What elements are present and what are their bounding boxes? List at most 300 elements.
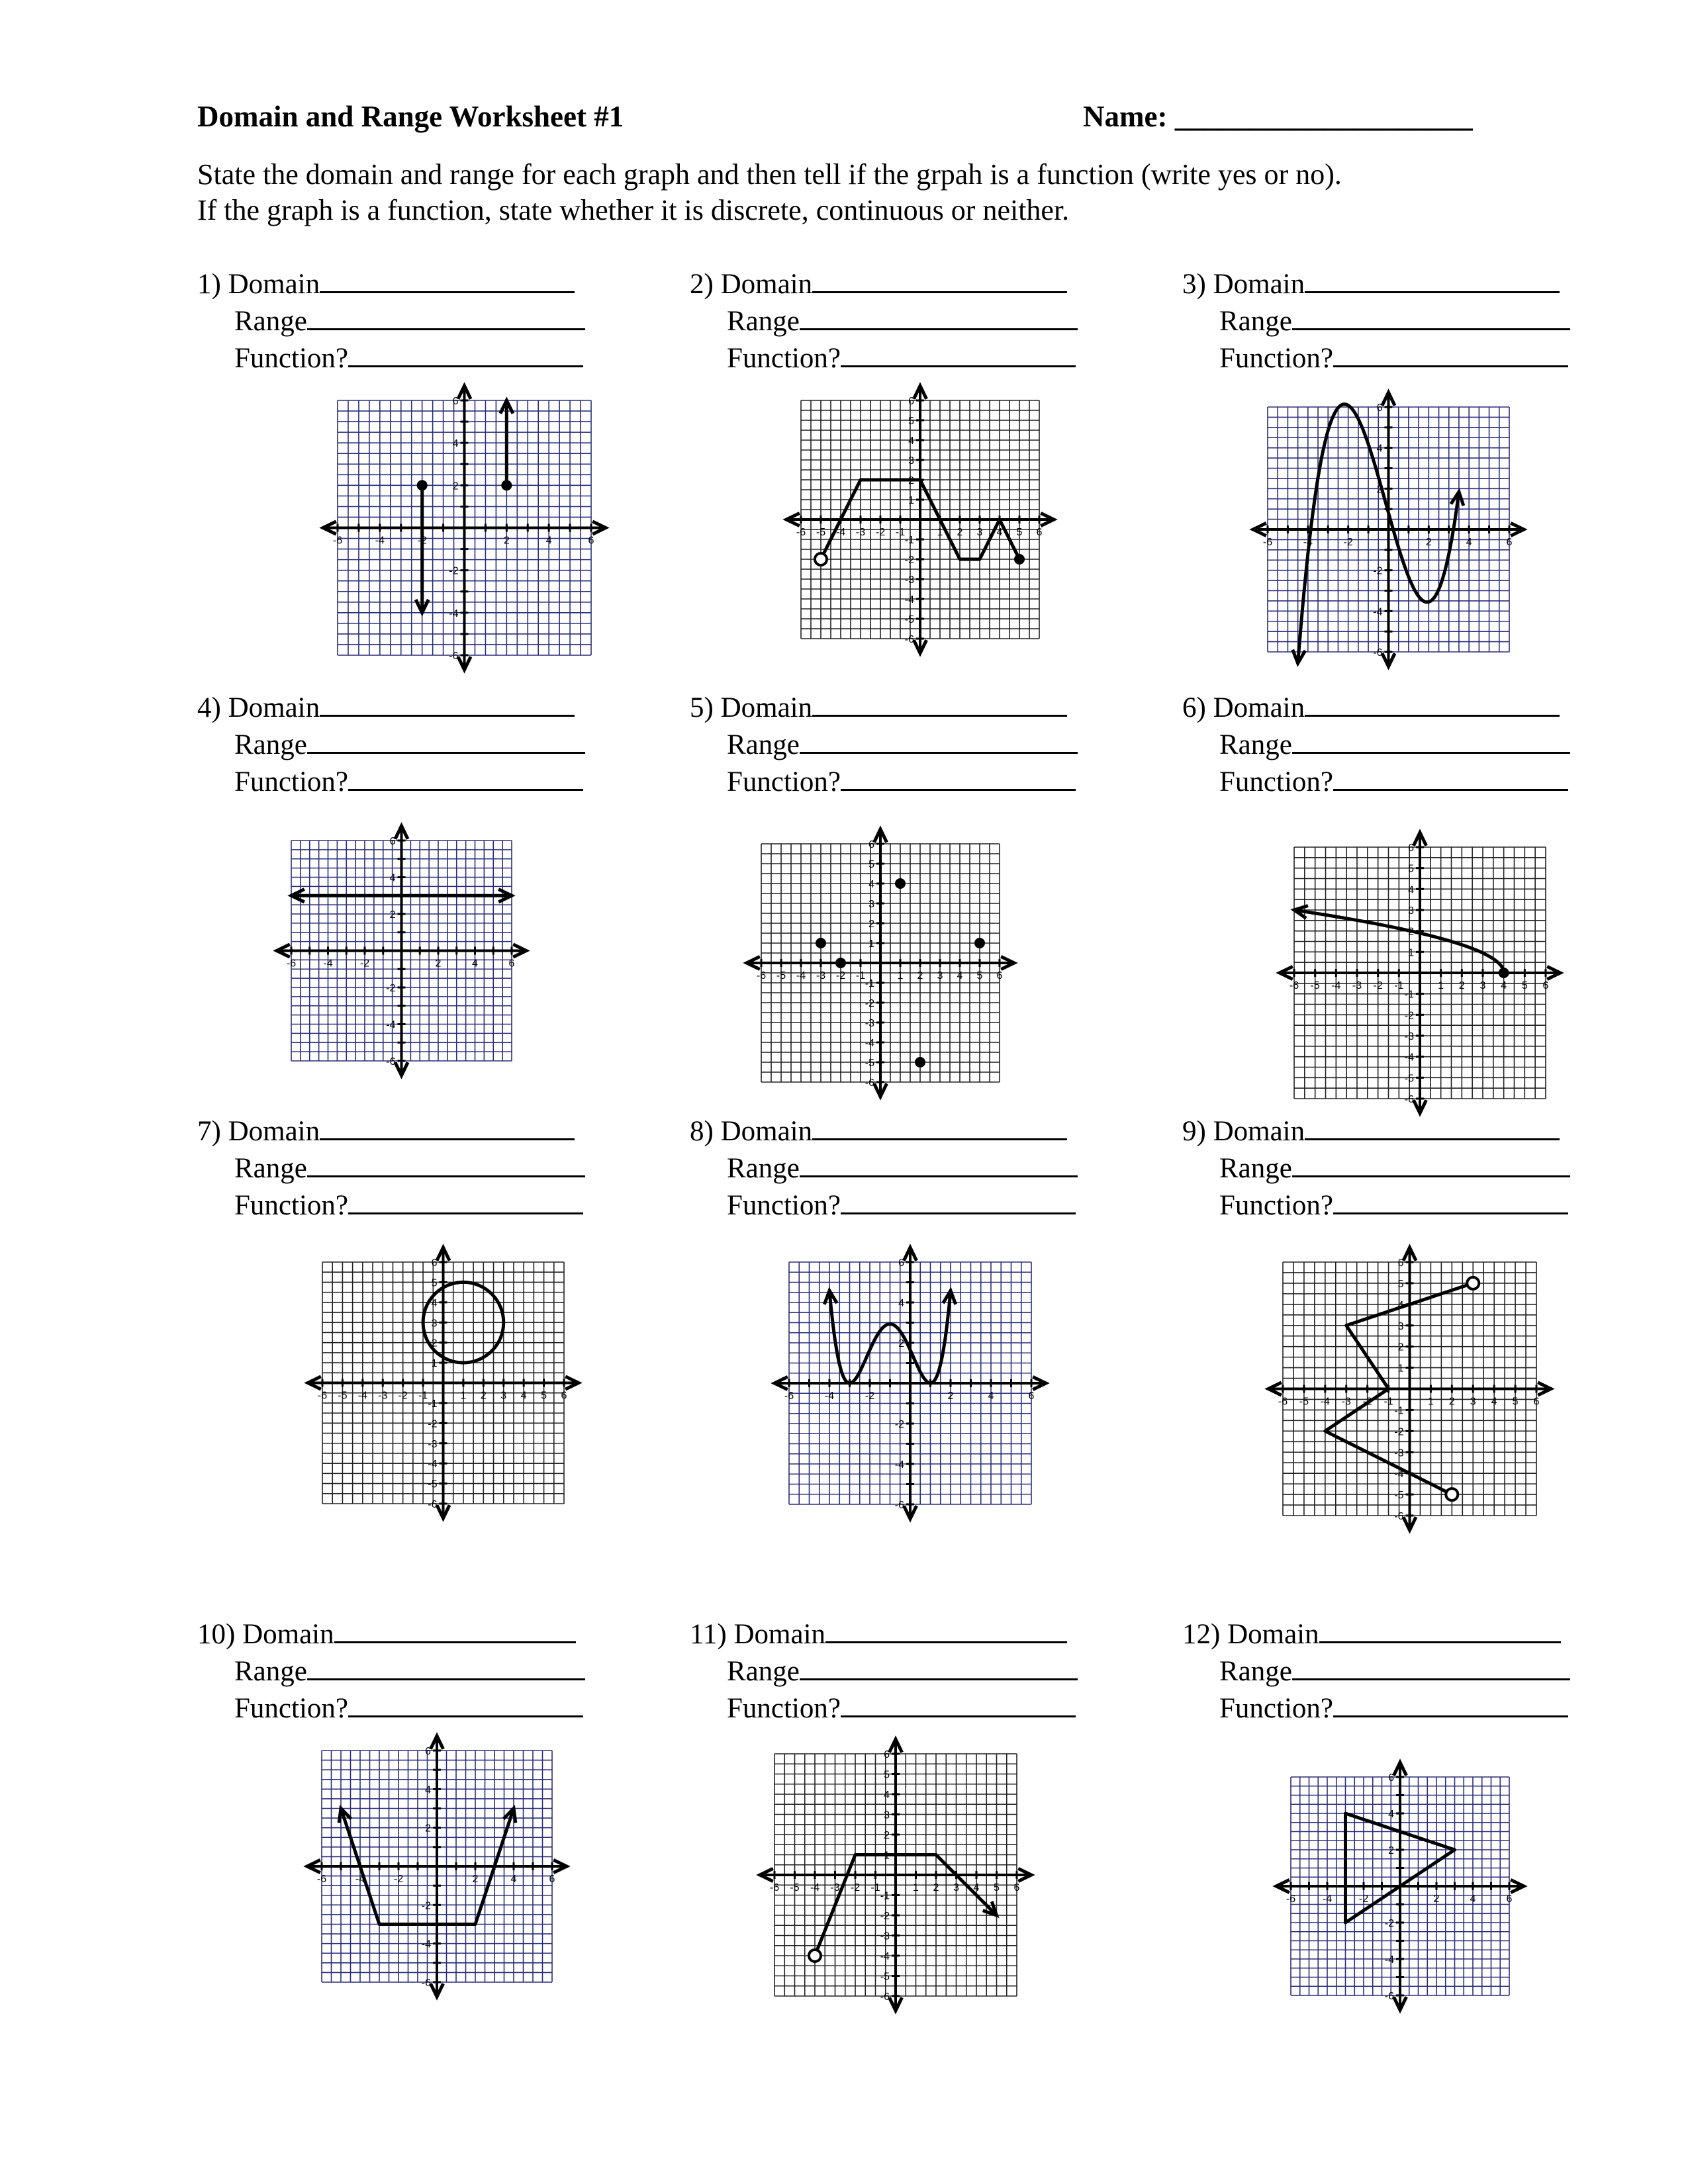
graph-10 [306, 1735, 568, 1998]
x-tick-label: -4 [357, 1390, 367, 1402]
y-tick-label: -6 [1404, 1094, 1414, 1105]
domain-label: Domain [1213, 269, 1305, 300]
x-tick-label: 6 [1013, 1882, 1020, 1893]
x-tick-label: 5 [976, 970, 983, 981]
y-tick-label: -1 [1404, 989, 1414, 1001]
y-tick-label: 1 [868, 938, 874, 950]
problem-7 [197, 1112, 608, 1223]
x-tick-label: -4 [796, 970, 806, 981]
axes [1268, 1248, 1551, 1530]
y-tick-label: -2 [449, 565, 459, 577]
x-tick-label: -5 [1299, 1396, 1309, 1408]
x-tick-label: 1 [897, 970, 904, 981]
x-tick-label: 4 [1491, 1396, 1497, 1408]
closed-endpoint [417, 480, 428, 490]
y-tick-label: -4 [1394, 1469, 1404, 1480]
x-tick-label: -6 [317, 1390, 328, 1402]
domain-answer-blank[interactable] [1305, 688, 1560, 717]
y-tick-label: -3 [904, 574, 914, 586]
function-answer-blank[interactable] [1333, 1186, 1568, 1214]
y-tick-label: -5 [865, 1058, 874, 1069]
x-tick-label: -4 [1331, 980, 1341, 991]
y-tick-label: -6 [1384, 1991, 1394, 2002]
range-label: Range [234, 306, 307, 337]
x-tick-label: -6 [784, 1390, 794, 1402]
problem-4 [197, 688, 608, 799]
domain-answer-blank[interactable] [812, 1112, 1067, 1140]
y-tick-label: 5 [1408, 863, 1414, 875]
x-tick-label: 6 [1533, 1396, 1540, 1408]
x-tick-label: -4 [1303, 537, 1313, 548]
domain-label: Domain [720, 269, 813, 300]
y-tick-label: 4 [1408, 884, 1414, 896]
x-tick-label: 4 [1466, 537, 1472, 548]
x-tick-label: -3 [1341, 1396, 1351, 1408]
range-answer-blank[interactable] [1292, 1149, 1570, 1177]
x-tick-label: 3 [500, 1390, 507, 1402]
range-label: Range [1219, 1153, 1292, 1184]
problem-number: 1) [197, 269, 221, 300]
y-tick-label: 1 [884, 1850, 890, 1862]
range-answer-blank[interactable] [1292, 1652, 1570, 1680]
graph-3 [1252, 391, 1525, 668]
range-answer-blank[interactable] [1292, 302, 1570, 330]
instructions-line-2: If the graph is a function, state whether it is discrete, continuous or neither. [197, 194, 1070, 226]
x-tick-label: -4 [1322, 1893, 1333, 1905]
domain-answer-blank[interactable] [812, 688, 1067, 717]
x-tick-label: -2 [1362, 1396, 1372, 1408]
function-answer-blank[interactable] [1333, 762, 1568, 791]
y-tick-label: 4 [868, 879, 874, 890]
x-tick-label: 6 [588, 535, 594, 547]
x-tick-label: 3 [953, 1882, 959, 1893]
x-tick-label: -4 [375, 535, 385, 547]
y-tick-label: -5 [1404, 1073, 1414, 1085]
y-tick-label: 6 [1388, 1772, 1394, 1784]
y-tick-label: 6 [389, 836, 396, 847]
problem-number: 10) [197, 1619, 236, 1650]
problem-2 [690, 265, 1100, 376]
x-tick-label: 2 [957, 527, 963, 538]
y-tick-label: 5 [1397, 1278, 1404, 1290]
domain-answer-blank[interactable] [320, 265, 575, 293]
function-answer-blank[interactable] [841, 1186, 1076, 1214]
y-tick-label: 6 [868, 839, 874, 850]
domain-answer-blank[interactable] [320, 688, 575, 717]
y-tick-label: -5 [904, 614, 914, 625]
domain-label: Domain [228, 692, 320, 723]
domain-label: Domain [733, 1619, 826, 1650]
y-tick-label: 3 [1397, 1320, 1404, 1332]
x-tick-label: -6 [332, 535, 343, 547]
y-tick-label: 4 [431, 1297, 438, 1309]
y-tick-label: 4 [1397, 1299, 1404, 1311]
x-tick-label: 2 [435, 958, 442, 970]
function-answer-blank[interactable] [348, 339, 583, 367]
range-answer-blank[interactable] [800, 725, 1078, 754]
problem-10 [197, 1615, 608, 1726]
x-tick-label: -5 [338, 1390, 348, 1402]
graph-8 [773, 1246, 1047, 1520]
y-tick-label: 6 [1397, 1257, 1404, 1269]
y-tick-label: 5 [868, 859, 874, 870]
x-tick-label: -3 [830, 1882, 840, 1893]
x-tick-label: -2 [865, 1390, 875, 1402]
x-tick-label: 2 [472, 1874, 479, 1885]
domain-label: Domain [1213, 692, 1305, 723]
y-tick-label: -2 [1384, 1918, 1394, 1929]
problem-number: 4) [197, 692, 221, 723]
y-tick-label: 1 [1408, 947, 1414, 959]
x-tick-label: 5 [541, 1390, 547, 1402]
y-tick-label: 4 [389, 872, 396, 884]
x-tick-label: -6 [286, 958, 297, 970]
name-blank[interactable]: ____________________ [1174, 100, 1473, 133]
graph-12 [1275, 1761, 1525, 2011]
y-tick-label: 2 [1408, 926, 1414, 938]
y-tick-label: 4 [898, 1298, 904, 1309]
x-tick-label: 4 [520, 1390, 527, 1402]
x-tick-label: -1 [895, 527, 906, 538]
function-label: Function? [1219, 766, 1333, 797]
x-tick-label: 6 [561, 1390, 567, 1402]
data-point [835, 958, 846, 968]
y-tick-label: 3 [1408, 905, 1414, 917]
x-tick-label: -4 [824, 1390, 835, 1402]
y-tick-label: 5 [908, 416, 914, 427]
x-tick-label: -2 [359, 958, 370, 970]
x-tick-label: 1 [460, 1390, 467, 1402]
y-tick-label: 4 [425, 1784, 431, 1796]
y-tick-label: -4 [1384, 1954, 1394, 1966]
y-tick-label: 6 [898, 1257, 904, 1269]
y-tick-label: 3 [868, 899, 874, 910]
domain-label: Domain [720, 1116, 813, 1147]
problem-number: 2) [690, 269, 714, 300]
y-tick-label: -2 [880, 1911, 890, 1922]
function-label: Function? [727, 766, 841, 797]
range-label: Range [1219, 1656, 1292, 1687]
x-tick-label: -4 [810, 1882, 820, 1893]
function-label: Function? [1219, 1693, 1333, 1724]
y-tick-label: -2 [904, 555, 914, 566]
function-answer-blank[interactable] [841, 1689, 1076, 1717]
y-tick-label: -2 [894, 1419, 904, 1430]
y-tick-label: 6 [1408, 842, 1414, 854]
function-answer-blank[interactable] [841, 762, 1076, 791]
problem-number: 9) [1182, 1116, 1206, 1147]
open-endpoint [815, 553, 827, 565]
x-tick-label: 1 [1438, 980, 1444, 991]
open-endpoint [1467, 1277, 1479, 1289]
x-tick-label: -5 [1310, 980, 1320, 991]
y-tick-label: 2 [868, 919, 874, 930]
y-tick-label: 2 [1376, 484, 1383, 496]
closed-endpoint [1014, 554, 1025, 565]
x-tick-label: 6 [1028, 1390, 1035, 1402]
y-tick-label: -6 [386, 1056, 396, 1068]
closed-endpoint [501, 480, 512, 490]
x-tick-label: 2 [1448, 1396, 1455, 1408]
y-tick-label: -2 [1404, 1010, 1414, 1022]
y-tick-label: -3 [865, 1018, 874, 1029]
x-tick-label: 2 [947, 1390, 954, 1402]
y-tick-label: 2 [452, 480, 459, 492]
data-point [895, 878, 906, 889]
range-answer-blank[interactable] [307, 1652, 585, 1680]
x-tick-label: 2 [1458, 980, 1465, 991]
x-tick-label: -6 [756, 970, 767, 981]
graph-4 [275, 825, 528, 1077]
x-tick-label: 5 [1512, 1396, 1519, 1408]
axes [307, 1736, 567, 1997]
y-tick-label: 6 [431, 1257, 438, 1269]
range-answer-blank[interactable] [307, 1149, 585, 1177]
axes [774, 1248, 1046, 1519]
problem-number: 3) [1182, 269, 1206, 300]
x-tick-label: -2 [835, 970, 846, 981]
y-tick-label: -4 [904, 594, 914, 606]
y-tick-label: -6 [894, 1500, 904, 1511]
x-tick-label: 3 [976, 527, 983, 538]
x-tick-label: -2 [398, 1390, 408, 1402]
domain-answer-blank[interactable] [1305, 1112, 1560, 1140]
x-tick-label: 1 [937, 527, 943, 538]
x-tick-label: 5 [994, 1882, 1000, 1893]
y-tick-label: 5 [431, 1277, 438, 1289]
axes [323, 386, 606, 670]
function-label: Function? [234, 1693, 348, 1724]
domain-answer-blank[interactable] [825, 1615, 1067, 1643]
y-tick-label: 2 [425, 1823, 431, 1835]
domain-answer-blank[interactable] [334, 1615, 576, 1643]
x-tick-label: 4 [545, 535, 552, 547]
range-label: Range [727, 1656, 800, 1687]
x-tick-label: -3 [378, 1390, 388, 1402]
x-tick-label: 4 [472, 958, 478, 970]
axes [760, 1739, 1031, 2011]
graph-1 [322, 385, 607, 671]
y-tick-label: 4 [452, 438, 459, 450]
x-tick-label: -1 [855, 970, 866, 981]
range-label: Range [234, 1153, 307, 1184]
domain-answer-blank[interactable] [1305, 265, 1560, 293]
domain-label: Domain [228, 269, 320, 300]
x-tick-label: 6 [1542, 980, 1549, 991]
y-tick-label: 2 [1388, 1845, 1394, 1856]
x-tick-label: 2 [480, 1390, 487, 1402]
axes [1280, 833, 1560, 1113]
x-tick-label: 2 [933, 1882, 939, 1893]
domain-answer-blank[interactable] [1319, 1615, 1561, 1643]
problem-5 [690, 688, 1100, 799]
y-tick-label: -5 [1394, 1490, 1404, 1502]
range-label: Range [727, 729, 800, 760]
x-tick-label: -6 [796, 527, 806, 538]
problem-6 [1182, 688, 1593, 799]
y-tick-label: 6 [908, 396, 914, 407]
x-tick-label: 5 [1016, 527, 1023, 538]
x-tick-label: 1 [1427, 1396, 1434, 1408]
y-tick-label: -3 [1394, 1447, 1404, 1459]
data-point [974, 938, 985, 948]
problem-number: 5) [690, 692, 714, 723]
x-tick-label: -2 [1343, 537, 1353, 548]
x-tick-label: -1 [418, 1390, 428, 1402]
x-tick-label: 4 [973, 1882, 980, 1893]
x-tick-label: 4 [510, 1874, 517, 1885]
x-tick-label: -4 [323, 958, 333, 970]
function-answer-blank[interactable] [841, 339, 1076, 367]
y-tick-label: -6 [1373, 647, 1383, 659]
problem-8 [690, 1112, 1100, 1223]
axes [277, 826, 526, 1075]
x-tick-label: 4 [1470, 1893, 1476, 1905]
instructions-line-1: State the domain and range for each graph and then tell if the grpah is a function (write yes or no). [197, 158, 1342, 191]
domain-answer-blank[interactable] [320, 1112, 575, 1140]
function-label: Function? [234, 343, 348, 374]
range-answer-blank[interactable] [307, 302, 585, 330]
function-answer-blank[interactable] [348, 1689, 583, 1717]
name-label: Name: [1083, 100, 1175, 133]
graph-7 [306, 1246, 580, 1520]
function-label: Function? [1219, 343, 1333, 374]
y-tick-label: 6 [452, 396, 459, 407]
axes [1253, 392, 1524, 666]
y-tick-label: -6 [428, 1499, 438, 1510]
range-label: Range [1219, 729, 1292, 760]
x-tick-label: -2 [875, 527, 886, 538]
range-answer-blank[interactable] [307, 725, 585, 754]
x-tick-label: -1 [870, 1882, 880, 1893]
x-tick-label: 2 [1425, 537, 1432, 548]
x-tick-label: 4 [1501, 980, 1507, 991]
range-answer-blank[interactable] [800, 302, 1078, 330]
y-tick-label: -6 [449, 651, 459, 662]
problem-number: 12) [1182, 1619, 1221, 1650]
y-tick-label: -2 [865, 998, 874, 1009]
range-label: Range [234, 729, 307, 760]
x-tick-label: 6 [1506, 1893, 1513, 1905]
open-endpoint [809, 1950, 821, 1962]
y-tick-label: 2 [389, 909, 396, 921]
domain-label: Domain [1213, 1116, 1305, 1147]
y-tick-label: 3 [884, 1809, 890, 1821]
x-tick-label: -2 [1373, 980, 1383, 991]
x-tick-label: 2 [1433, 1893, 1440, 1905]
range-label: Range [727, 306, 800, 337]
function-answer-blank[interactable] [1333, 339, 1568, 367]
x-tick-label: -2 [850, 1882, 861, 1893]
y-tick-label: 3 [908, 455, 914, 467]
y-tick-label: -1 [904, 535, 914, 546]
axes [747, 829, 1014, 1097]
x-tick-label: -4 [355, 1874, 365, 1885]
y-tick-label: 1 [908, 495, 914, 506]
problem-number: 11) [690, 1619, 727, 1650]
x-tick-label: 3 [1479, 980, 1486, 991]
graph-9 [1267, 1246, 1552, 1531]
y-tick-label: -6 [421, 1978, 431, 1989]
domain-label: Domain [228, 1116, 320, 1147]
x-tick-label: 3 [937, 970, 943, 981]
x-tick-label: 4 [957, 970, 963, 981]
y-tick-label: -6 [865, 1077, 874, 1089]
y-tick-label: 2 [431, 1338, 438, 1349]
domain-answer-blank[interactable] [812, 265, 1067, 293]
x-tick-label: -4 [835, 527, 846, 538]
y-tick-label: 4 [908, 435, 914, 447]
function-answer-blank[interactable] [1333, 1689, 1568, 1717]
x-tick-label: 2 [503, 535, 510, 547]
x-tick-label: 6 [549, 1874, 555, 1885]
problem-3 [1182, 265, 1593, 376]
function-label: Function? [234, 1190, 348, 1221]
function-label: Function? [727, 343, 841, 374]
y-tick-label: 6 [1376, 402, 1383, 414]
y-tick-label: 4 [1388, 1809, 1394, 1820]
function-label: Function? [727, 1693, 841, 1724]
range-answer-blank[interactable] [1292, 725, 1570, 754]
y-tick-label: 1 [431, 1358, 438, 1370]
problem-11 [690, 1615, 1100, 1726]
function-answer-blank[interactable] [348, 762, 583, 791]
worksheet-title: Domain and Range Worksheet #1 [197, 100, 624, 133]
x-tick-label: 3 [1470, 1396, 1476, 1408]
axes [786, 386, 1054, 653]
y-tick-label: -4 [1373, 606, 1383, 618]
domain-label: Domain [720, 692, 813, 723]
range-answer-blank[interactable] [800, 1652, 1078, 1680]
y-tick-label: -2 [386, 983, 396, 994]
y-tick-label: -1 [865, 978, 874, 989]
y-tick-label: -4 [1404, 1052, 1414, 1064]
problem-number: 8) [690, 1116, 714, 1147]
x-tick-label: -6 [1286, 1893, 1296, 1905]
y-tick-label: -4 [421, 1938, 431, 1950]
graph-11 [759, 1738, 1033, 2012]
range-answer-blank[interactable] [800, 1149, 1078, 1177]
y-tick-label: 6 [425, 1746, 431, 1757]
range-label: Range [727, 1153, 800, 1184]
y-tick-label: -4 [428, 1459, 438, 1471]
y-tick-label: 1 [1397, 1363, 1404, 1375]
x-tick-label: -2 [1358, 1893, 1369, 1905]
x-tick-label: -1 [1383, 1396, 1393, 1408]
y-tick-label: -4 [880, 1951, 890, 1962]
y-tick-label: 2 [898, 1338, 904, 1349]
problem-1 [197, 265, 608, 376]
x-tick-label: 6 [996, 970, 1003, 981]
function-label: Function? [727, 1190, 841, 1221]
y-tick-label: -2 [428, 1418, 438, 1430]
range-label: Range [234, 1656, 307, 1687]
x-tick-label: -5 [776, 970, 786, 981]
x-tick-label: -2 [393, 1874, 404, 1885]
y-tick-label: -2 [1394, 1426, 1404, 1438]
graph-2 [785, 385, 1055, 655]
name-field [1083, 99, 1473, 134]
x-tick-label: -6 [769, 1882, 780, 1893]
range-label: Range [1219, 306, 1292, 337]
y-tick-label: -3 [880, 1931, 890, 1942]
y-tick-label: -3 [1404, 1031, 1414, 1042]
y-tick-label: -6 [904, 634, 914, 645]
function-answer-blank[interactable] [348, 1186, 583, 1214]
y-tick-label: -2 [1373, 565, 1383, 577]
y-tick-label: -1 [880, 1890, 890, 1902]
x-tick-label: 4 [996, 527, 1003, 538]
